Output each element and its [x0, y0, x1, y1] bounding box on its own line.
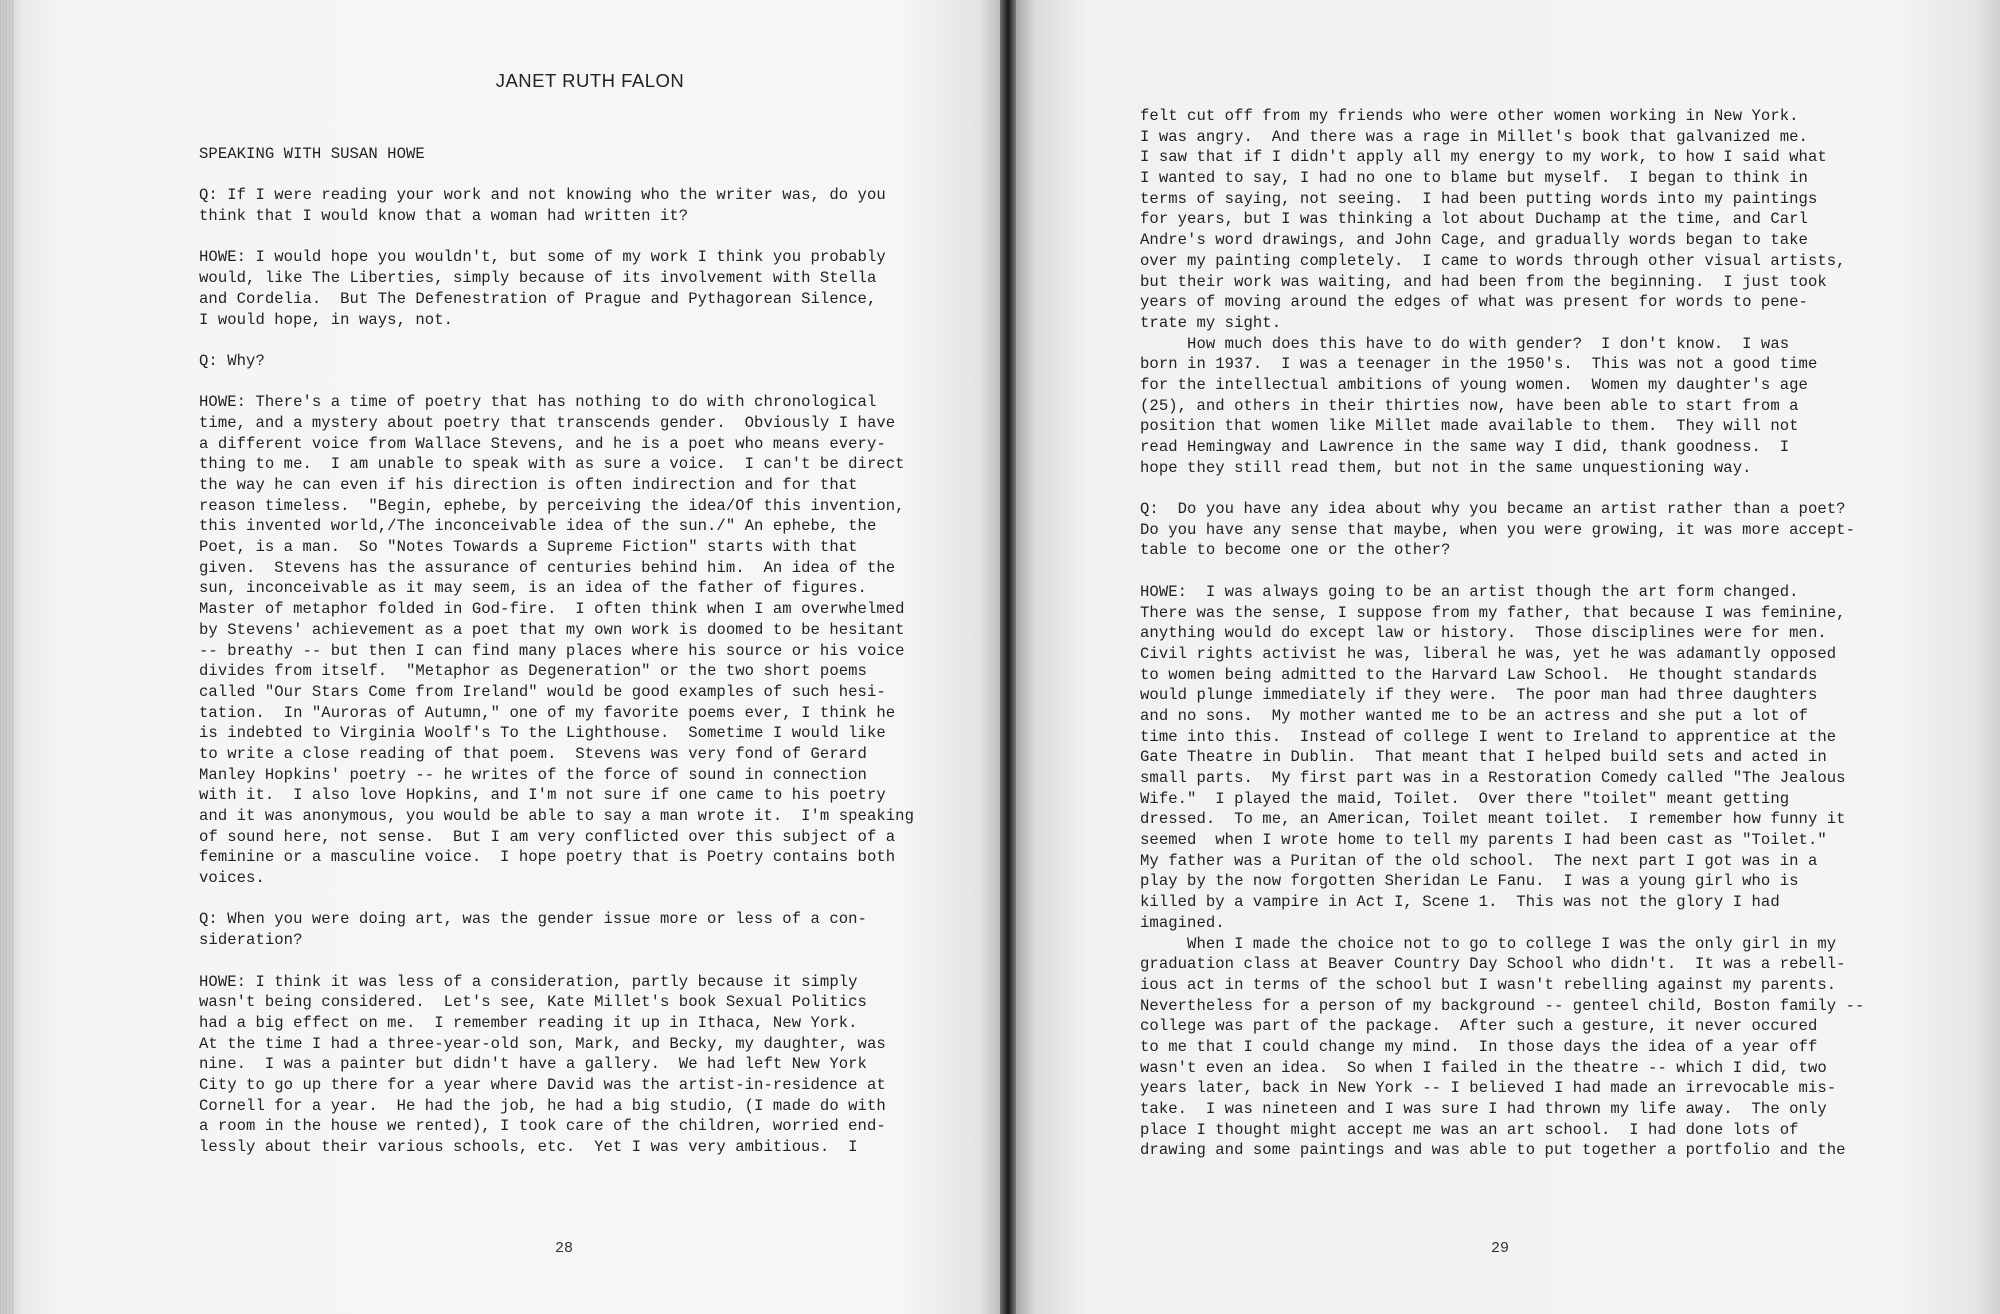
text-line: SPEAKING WITH SUSAN HOWE	[199, 145, 425, 163]
text-line: reason timeless. "Begin, ephebe, by perceiving the idea/Of this invention,	[199, 496, 905, 515]
text-line: Cornell for a year. He had the job, he had a big studio, (I made do with	[199, 1096, 886, 1115]
text-line	[1140, 478, 1864, 499]
text-line: Poet, is a man. So "Notes Towards a Supreme Fiction" starts with that	[199, 538, 858, 557]
text-line: thing to me. I am unable to speak with as sure a voice. I can't be direct	[199, 455, 905, 474]
running-head: JANET RUTH FALON	[495, 70, 685, 91]
text-line	[199, 951, 914, 972]
text-line: Andre's word drawings, and John Cage, and gradually words began to take	[1140, 231, 1808, 250]
text-line: would plunge immediately if they were. The poor man had three daughters	[1140, 686, 1818, 705]
text-line: How much does this have to do with gender? I don't know. I was	[1140, 334, 1790, 353]
text-line: a different voice from Wallace Stevens, and he is a poet who means every-	[199, 434, 886, 453]
text-line	[1140, 561, 1864, 582]
text-line: Q: When you were doing art, was the gender issue more or less of a con-	[199, 910, 867, 929]
text-line: I was angry. And there was a rage in Millet's book that galvanized me.	[1140, 127, 1808, 146]
text-line: to write a close reading of that poem. Stevens was very fond of Gerard	[199, 744, 867, 763]
text-line: Q: Do you have any idea about why you became an artist rather than a poet?	[1140, 500, 1846, 519]
text-line: HOWE: There's a time of poetry that has nothing to do with chronological	[199, 393, 877, 412]
text-line: would, like The Liberties, simply because of its involvement with Stella	[199, 269, 877, 288]
text-line: this invented world,/The inconceivable idea of the sun./" An ephebe, the	[199, 517, 877, 536]
text-line: terms of saying, not seeing. I had been putting words into my paintings	[1140, 189, 1818, 208]
text-line: anything would do except law or history. Those disciplines were for men.	[1140, 624, 1827, 643]
text-line: over my painting completely. I came to words through other visual artists,	[1140, 251, 1846, 270]
text-line: ious act in terms of the school but I wasn't rebelling against my parents.	[1140, 975, 1837, 994]
text-line: years later, back in New York -- I believed I had made an irrevocable mis-	[1140, 1079, 1837, 1098]
text-line: imagined.	[1140, 913, 1225, 932]
text-line: and no sons. My mother wanted me to be an actress and she put a lot of	[1140, 706, 1808, 725]
text-line: My father was a Puritan of the old school. The next part I got was in a	[1140, 851, 1818, 870]
text-line: is indebted to Virginia Woolf's To the Lighthouse. Sometime I would like	[199, 724, 886, 743]
text-line: and it was anonymous, you would be able to say a man wrote it. I'm speaking	[199, 807, 914, 825]
page-number-left: 28	[555, 1240, 574, 1257]
text-line: a room in the house we rented), I took care of the children, worried end-	[199, 1117, 886, 1136]
page-edges	[0, 0, 14, 1314]
text-line: read Hemingway and Lawrence in the same way I did, thank goodness. I	[1140, 438, 1790, 456]
text-line: for years, but I was thinking a lot about Duchamp at the time, and Carl	[1140, 210, 1808, 229]
text-line: There was the sense, I suppose from my father, that because I was feminine,	[1140, 603, 1846, 622]
text-line: think that I would know that a woman had written it?	[199, 207, 689, 226]
text-line: sun, inconceivable as it may seem, is an idea of the father of figures.	[199, 579, 867, 598]
text-line	[199, 227, 914, 248]
text-line: tation. In "Auroras of Autumn," one of my favorite poems ever, I think he	[199, 703, 896, 722]
left-page-body	[199, 144, 914, 1158]
text-line: hope they still read them, but not in the same unquestioning way.	[1140, 458, 1752, 477]
text-line: killed by a vampire in Act I, Scene 1. This was not the glory I had	[1140, 893, 1780, 912]
text-line: college was part of the package. After such a gesture, it never occured	[1140, 1017, 1818, 1036]
text-line: I wanted to say, I had no one to blame but myself. I began to think in	[1140, 169, 1808, 188]
text-line: HOWE: I think it was less of a consideration, partly because it simply	[199, 972, 858, 991]
text-line: position that women like Millet made available to them. They will not	[1140, 417, 1799, 436]
text-line: Master of metaphor folded in God-fire. I often think when I am overwhelmed	[199, 600, 905, 619]
text-line: had a big effect on me. I remember reading it up in Ithaca, New York.	[199, 1013, 858, 1032]
text-line: wasn't being considered. Let's see, Kate Millet's book Sexual Politics	[199, 993, 867, 1012]
text-line: and Cordelia. But The Defenestration of Prague and Pythagorean Silence,	[199, 289, 877, 308]
text-line: years of moving around the edges of what was present for words to pene-	[1140, 293, 1808, 312]
text-line: Civil rights activist he was, liberal he was, yet he was adamantly opposed	[1140, 644, 1837, 663]
text-line: -- breathy -- but then I can find many places where his source or his voice	[199, 641, 905, 660]
text-line: voices.	[199, 869, 265, 888]
text-line: graduation class at Beaver Country Day School who didn't. It was a rebell-	[1140, 955, 1846, 974]
right-page-body	[1140, 106, 1864, 1161]
text-line: table to become one or the other?	[1140, 541, 1451, 560]
text-line: Do you have any sense that maybe, when you were growing, it was more accept-	[1140, 520, 1855, 539]
text-line: to women being admitted to the Harvard Law School. He thought standards	[1140, 665, 1818, 684]
right-page	[1016, 0, 2000, 1314]
text-line: to me that I could change my mind. In those days the idea of a year off	[1140, 1037, 1818, 1056]
text-line: felt cut off from my friends who were other women working in New York.	[1140, 107, 1799, 125]
text-line: born in 1937. I was a teenager in the 1950's. This was not a good time	[1140, 355, 1818, 374]
text-line	[199, 330, 914, 351]
text-line: of sound here, not sense. But I am very conflicted over this subject of a	[199, 827, 896, 846]
text-line: I saw that if I didn't apply all my energy to my work, to how I said what	[1140, 148, 1827, 167]
text-line: divides from itself. "Metaphor as Degeneration" or the two short poems	[199, 662, 867, 681]
text-line: take. I was nineteen and I was sure I had thrown my life away. The only	[1140, 1100, 1827, 1118]
text-line: Gate Theatre in Dublin. That meant that I helped build sets and acted in	[1140, 748, 1827, 767]
text-line: dressed. To me, an American, Toilet meant toilet. I remember how funny it	[1140, 810, 1846, 829]
text-line: small parts. My first part was in a Restoration Comedy called "The Jealous	[1140, 769, 1846, 787]
text-line: feminine or a masculine voice. I hope poetry that is Poetry contains both	[199, 848, 896, 867]
text-line: but their work was waiting, and had been from the beginning. I just took	[1140, 272, 1827, 291]
text-line: the way he can even if his direction is often indirection and for that	[199, 476, 858, 494]
text-line: called "Our Stars Come from Ireland" would be good examples of such hesi-	[199, 682, 886, 701]
text-line: HOWE: I was always going to be an artist though the art form changed.	[1140, 582, 1799, 601]
text-line: seemed when I wrote home to tell my parents I had been cast as "Toilet."	[1140, 831, 1827, 850]
text-line: (25), and others in their thirties now, have been able to start from a	[1140, 396, 1799, 415]
text-line: Q: If I were reading your work and not knowing who the writer was, do you	[199, 186, 886, 205]
text-line: time into this. Instead of college I went to Ireland to apprentice at the	[1140, 727, 1837, 746]
text-line: Wife." I played the maid, Toilet. Over there "toilet" meant getting	[1140, 789, 1790, 808]
text-line: Q: Why?	[199, 351, 265, 370]
text-line: time, and a mystery about poetry that transcends gender. Obviously I have	[199, 413, 896, 432]
text-line: place I thought might accept me was an art school. I had done lots of	[1140, 1120, 1799, 1139]
text-line: lessly about their various schools, etc. Yet I was very ambitious. I	[199, 1138, 858, 1156]
text-line	[199, 165, 914, 186]
text-line: given. Stevens has the assurance of centuries behind him. An idea of the	[199, 558, 896, 577]
text-line	[199, 889, 914, 910]
text-line: by Stevens' achievement as a poet that my own work is doomed to be hesitant	[199, 620, 905, 639]
text-line: At the time I had a three-year-old son, Mark, and Becky, my daughter, was	[199, 1034, 886, 1053]
text-line: sideration?	[199, 931, 303, 950]
text-line: City to go up there for a year where David was the artist-in-residence at	[199, 1075, 886, 1094]
text-line	[199, 372, 914, 393]
text-line: drawing and some paintings and was able to put together a portfolio and the	[1140, 1141, 1846, 1160]
text-line: Manley Hopkins' poetry -- he writes of the force of sound in connection	[199, 765, 867, 784]
text-line: nine. I was a painter but didn't have a gallery. We had left New York	[199, 1055, 867, 1074]
text-line: HOWE: I would hope you wouldn't, but some of my work I think you probably	[199, 248, 886, 267]
text-line: Nevertheless for a person of my background -- genteel child, Boston family --	[1140, 996, 1865, 1015]
text-line: trate my sight.	[1140, 313, 1282, 332]
text-line: with it. I also love Hopkins, and I'm not sure if one came to his poetry	[199, 786, 886, 805]
text-line: wasn't even an idea. So when I failed in the theatre -- which I did, two	[1140, 1058, 1827, 1077]
text-line: play by the now forgotten Sheridan Le Fanu. I was a young girl who is	[1140, 872, 1799, 891]
text-line: When I made the choice not to go to college I was the only girl in my	[1140, 934, 1837, 953]
page-number-right: 29	[1491, 1240, 1510, 1257]
text-line: I would hope, in ways, not.	[199, 310, 454, 329]
text-line: for the intellectual ambitions of young women. Women my daughter's age	[1140, 375, 1808, 394]
